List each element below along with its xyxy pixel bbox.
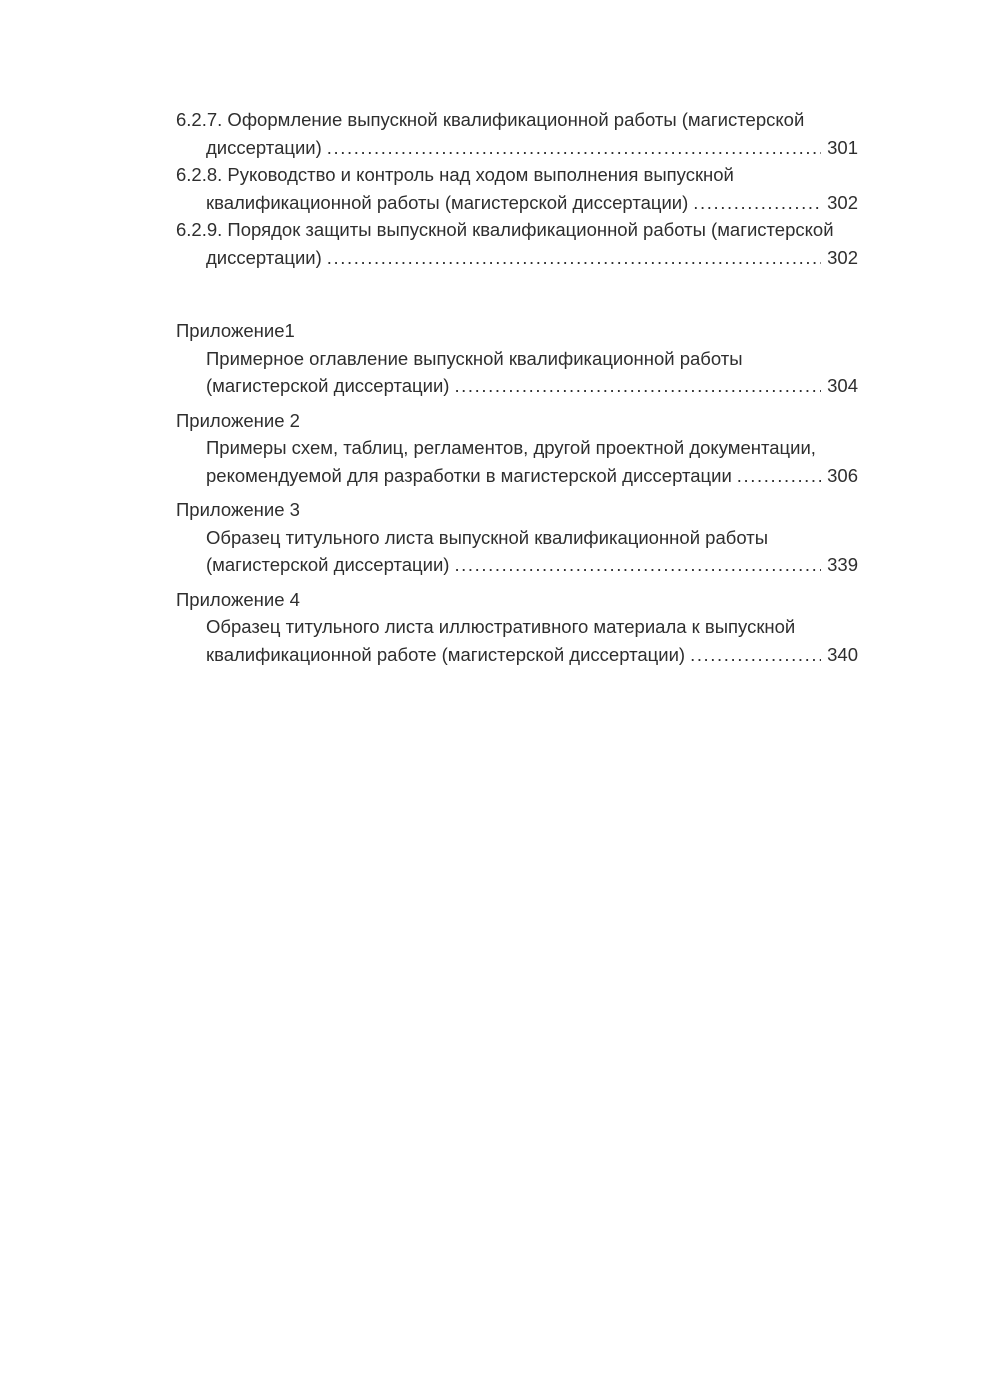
entry-continuation-text: рекомендуемой для разработки в магистерской диссертации <box>206 464 732 486</box>
table-of-contents <box>176 106 858 668</box>
appendix-heading: Приложение 3 <box>176 499 300 520</box>
entry-leader-line <box>176 372 858 400</box>
dot-leader <box>693 189 821 217</box>
page-number: 340 <box>827 643 858 665</box>
entry-title-line: Образец титульного листа выпускной квалификационной работы <box>206 526 768 548</box>
appendix-heading: Приложение 4 <box>176 588 300 610</box>
entry-leader-line <box>176 134 858 162</box>
page-number: 301 <box>827 136 858 158</box>
dot-leader <box>454 372 821 400</box>
toc-entry-6-2-9 <box>176 216 858 271</box>
entry-title-line: 6.2.9. Порядок защиты выпускной квалификационной работы (магистерской <box>176 219 834 240</box>
dot-leader <box>327 244 821 272</box>
entry-title-line: Примерное оглавление выпускной квалификационной работы <box>206 347 743 369</box>
page-number: 339 <box>827 554 858 575</box>
toc-entry-6-2-7 <box>176 106 858 161</box>
entry-continuation-text: (магистерской диссертации) <box>206 554 450 575</box>
dot-leader <box>690 641 821 669</box>
appendix-heading: Приложение 2 <box>176 409 300 431</box>
toc-entry-appendix-3 <box>176 496 858 579</box>
entry-continuation-text: диссертации) <box>206 246 322 268</box>
entry-continuation-text: (магистерской диссертации) <box>206 375 450 396</box>
entry-title-line: Образец титульного листа иллюстративного материала к выпускной <box>206 616 796 637</box>
toc-entry-6-2-8 <box>176 161 858 216</box>
entry-leader-line <box>176 189 858 217</box>
toc-entry-appendix-4 <box>176 586 858 669</box>
entry-title-line: 6.2.7. Оформление выпускной квалификационной работы (магистерской <box>176 109 805 130</box>
appendix-heading: Приложение1 <box>176 320 295 341</box>
page-number: 306 <box>827 464 858 486</box>
page-number: 304 <box>827 375 858 396</box>
dot-leader <box>454 551 821 579</box>
dot-leader <box>327 134 821 162</box>
dot-leader <box>737 462 821 490</box>
entry-leader-line <box>176 551 858 579</box>
toc-entry-appendix-2 <box>176 407 858 490</box>
entry-title-line: Примеры схем, таблиц, регламентов, другой проектной документации, <box>206 437 816 458</box>
entry-continuation-text: диссертации) <box>206 136 322 158</box>
entry-leader-line <box>176 641 858 669</box>
entry-leader-line <box>176 244 858 272</box>
entry-continuation-text: квалификационной работы (магистерской диссертации) <box>206 191 689 213</box>
entry-title-line: 6.2.8. Руководство и контроль над ходом выполнения выпускной <box>176 164 734 185</box>
entry-continuation-text: квалификационной работе (магистерской диссертации) <box>206 643 686 665</box>
page-number: 302 <box>827 191 858 213</box>
entry-leader-line <box>176 462 858 490</box>
page-number: 302 <box>827 246 858 268</box>
toc-entry-appendix-1 <box>176 317 858 400</box>
